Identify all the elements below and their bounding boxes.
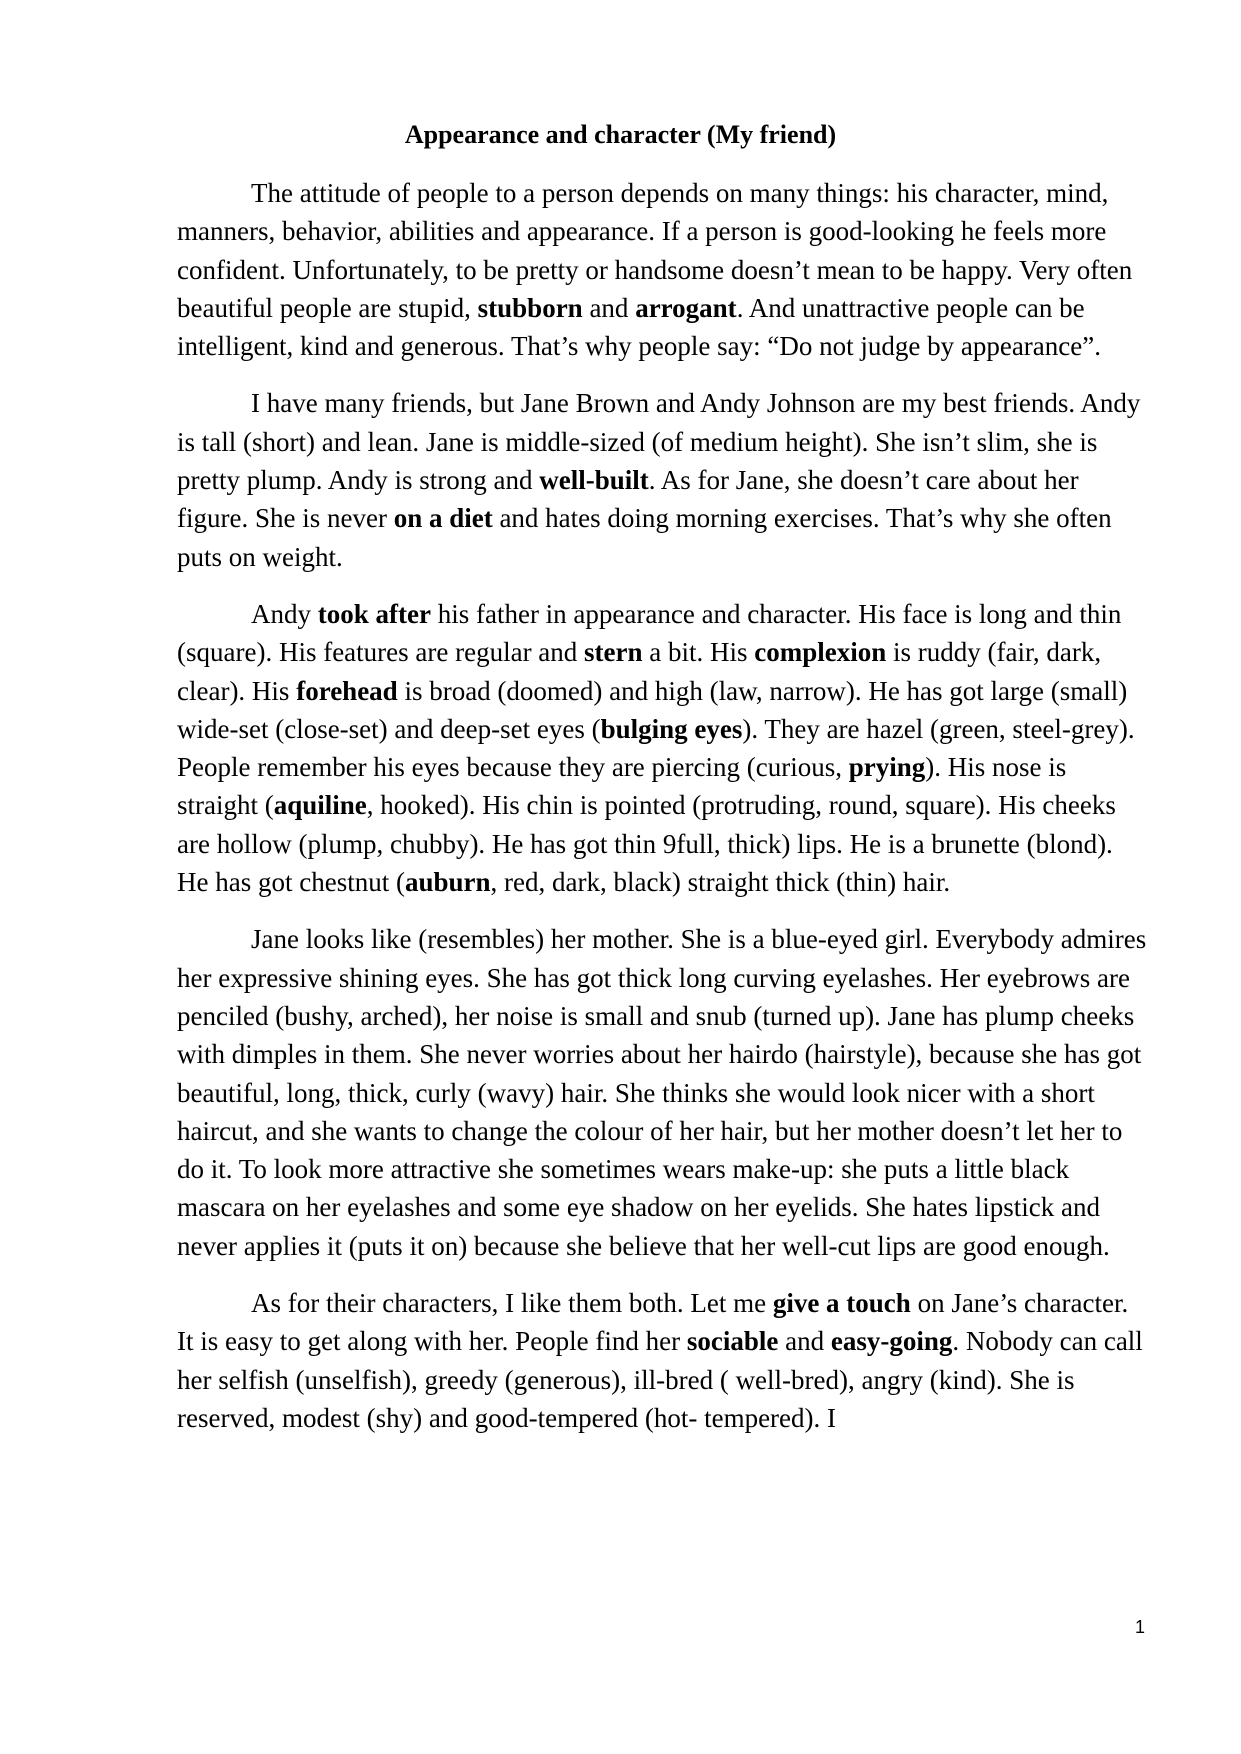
text-run: and hates doing morning exercises. That’s why she often puts on weight.	[177, 503, 1112, 572]
text-run: , red, dark, black) straight thick (thin) hair.	[490, 867, 951, 898]
paragraph	[177, 920, 1147, 1265]
bold-term: bulging eyes	[600, 713, 743, 744]
text-run: is broad (doomed) and high (law, narrow). He has got large (small) wide-set (close-set) and deep-set eyes (	[177, 675, 1128, 744]
text-run: a bit. His	[642, 637, 755, 668]
text-run: . As for Jane, she doesn’t care about her figure. She is never	[177, 465, 1079, 534]
document-title: Appearance and character (My friend)	[404, 120, 837, 149]
text-run: his father in appearance and character. His face is long and thin (square). His features are regular and	[177, 598, 1122, 668]
text-run: Jane looks like (resembles) her mother. She is a blue-eyed girl. Everybody admires her expressive shining eyes. She has got thick long curving eyelashes. Her eyebrows are penciled (bushy, arched), her noise is small and snub (turned up). Jane has plump cheeks with dimples in them. She never worries about her hairdo (hairstyle), because she has got beautiful, long, thick, curly (wavy) hair. She thinks she would look nicer with a short haircut, and she wants to change the colour of her hair, but her mother doesn’t let her to do it. To look more attractive she sometimes wears make-up: she puts a little black mascara on her eyelashes and some eye shadow on her eyelids. She hates lipstick and never applies it (puts it on) because she believe that her well-cut lips are good enough.	[177, 924, 1147, 1261]
page-number: 1	[1134, 1617, 1145, 1637]
text-run: and	[778, 1326, 831, 1357]
text-run: on Jane’s character. It is easy to get along with her. People find her	[177, 1288, 1129, 1357]
paragraph	[177, 1284, 1147, 1437]
text-run: is ruddy (fair, dark, clear). His	[177, 637, 1102, 706]
bold-term: prying	[848, 752, 926, 783]
bold-term: easy-going	[830, 1326, 953, 1357]
document-body	[177, 174, 1147, 1456]
bold-term: auburn	[404, 867, 491, 898]
bold-term: stern	[584, 637, 643, 668]
bold-term: sociable	[686, 1326, 779, 1357]
paragraph	[177, 174, 1147, 365]
bold-term: arrogant	[635, 292, 737, 323]
bold-term: took after	[317, 598, 431, 629]
bold-term: give a touch	[772, 1288, 911, 1319]
text-run: The attitude of people to a person depends on many things: his character, mind, manners, behavior, abilities and appearance. If a person is good-looking he feels more confident. Unfortunately, to be pretty or handsome doesn’t mean to be happy. Very often beautiful people are stupid,	[177, 178, 1133, 323]
bold-term: complexion	[754, 637, 887, 668]
text-run: and	[582, 292, 636, 323]
text-run: , hooked). His chin is pointed (protruding, round, square). His cheeks are hollow (plump, chubby). He has got thin 9full, thick) lips. He is a brunette (blond). He has got chestnut (	[177, 790, 1116, 898]
paragraph	[177, 595, 1147, 901]
text-run: Andy	[251, 598, 318, 629]
bold-term: on a diet	[393, 503, 493, 534]
bold-term: stubborn	[477, 292, 583, 323]
text-run: . And unattractive people can be intelligent, kind and generous. That’s why people say: “Do not judge by appearance”.	[177, 292, 1101, 362]
text-run: ). They are hazel (green, steel-grey). People remember his eyes because they are piercing (curious,	[177, 713, 1135, 783]
bold-term: well-built	[539, 465, 649, 496]
text-run: . Nobody can call her selfish (unselfish), greedy (generous), ill-bred ( well-bred), angry (kind). She is reserved, modest (shy) and good-tempered (hot- tempered). I	[177, 1326, 1143, 1433]
text-run: ). His nose is straight (	[177, 752, 1067, 821]
text-run: As for their characters, I like them both. Let me	[251, 1288, 773, 1319]
bold-term: forehead	[296, 675, 398, 706]
bold-term: aquiline	[273, 790, 367, 821]
paragraph	[177, 384, 1147, 575]
text-run: I have many friends, but Jane Brown and Andy Johnson are my best friends. Andy is tall (short) and lean. Jane is middle-sized (of medium height). She isn’t slim, she is pretty plump. Andy is strong and	[177, 388, 1141, 496]
